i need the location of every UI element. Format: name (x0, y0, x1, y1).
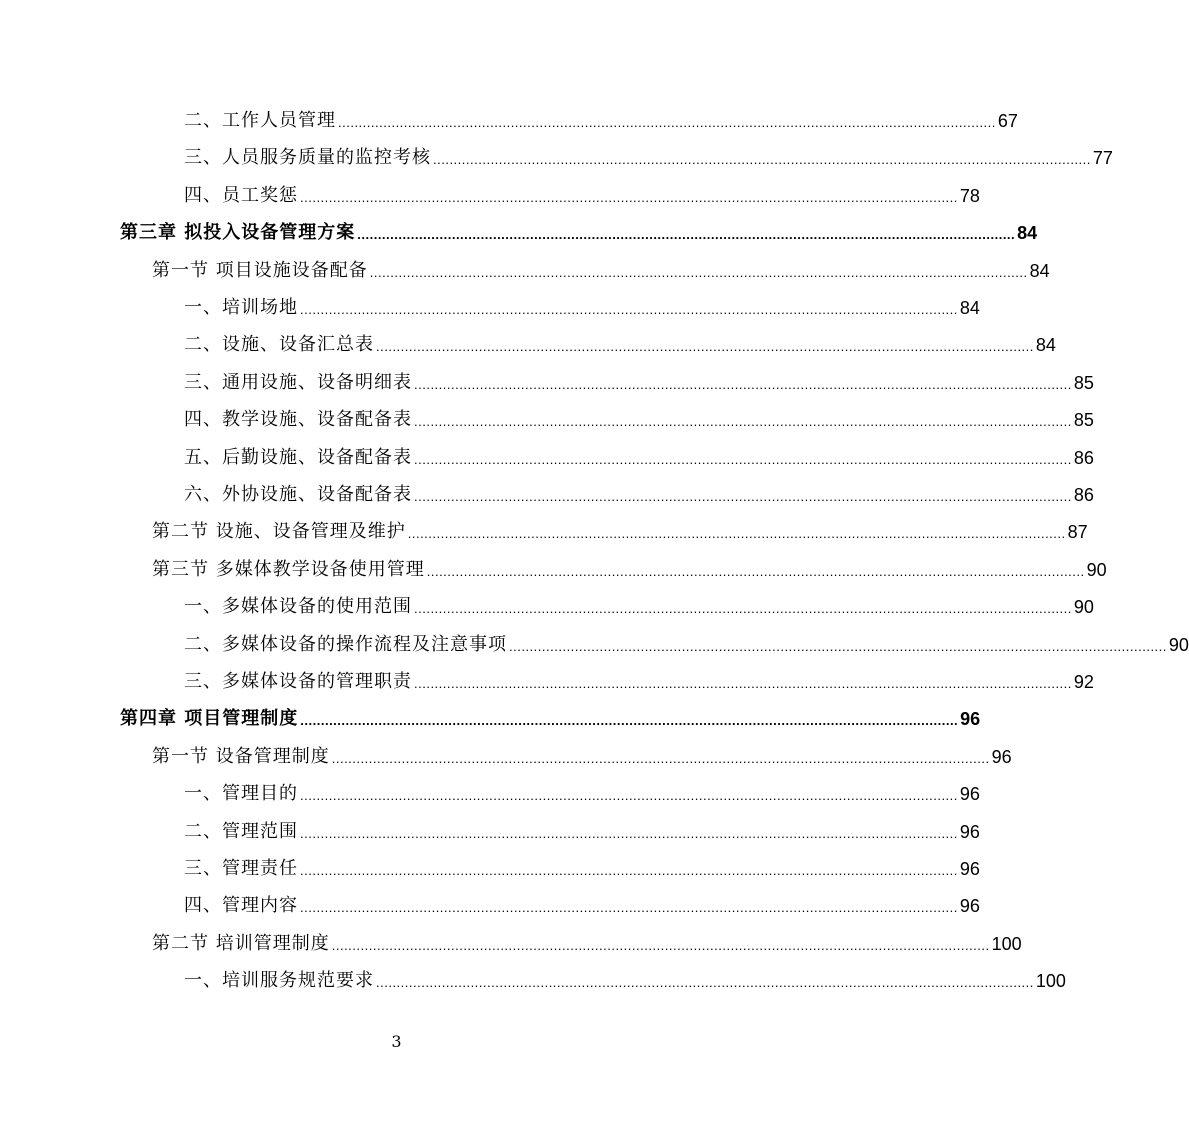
toc-entry-title: 第一节 设备管理制度 (152, 745, 330, 767)
toc-entry-title: 二、工作人员管理 (184, 110, 336, 131)
toc-entry-page-number: 100 (991, 933, 1022, 954)
toc-entry-title: 四、员工奖惩 (184, 184, 298, 206)
toc-entry-item[interactable] (184, 439, 1094, 469)
toc-entry-title: 一、多媒体设备的使用范围 (184, 596, 412, 618)
toc-entry-title: 六、外协设施、设备配备表 (184, 484, 412, 505)
toc-entry-section[interactable] (152, 252, 1050, 282)
toc-entry-page-number: 96 (959, 784, 980, 805)
toc-leader-dots: ................................................................................................................................................................ (414, 451, 1072, 467)
toc-entry-title: 五、后勤设施、设备配备表 (184, 446, 412, 468)
toc-entry-page-number: 90 (1073, 597, 1094, 618)
toc-leader-dots: ................................................................................................................................................................ (338, 115, 996, 130)
toc-entry-page-number: 90 (1086, 559, 1107, 580)
toc-entry-section[interactable] (152, 513, 1088, 543)
toc-entry-item[interactable] (184, 326, 1056, 356)
toc-entry-item[interactable] (184, 102, 1018, 132)
toc-entry-title: 二、管理范围 (184, 820, 298, 842)
toc-entry-page-number: 86 (1073, 447, 1094, 468)
toc-entry-page-number: 84 (959, 298, 980, 318)
toc-entry-item[interactable] (184, 887, 980, 917)
toc-leader-dots: ................................................................................................................................................................ (407, 526, 1066, 542)
toc-entry-item[interactable] (184, 476, 1094, 506)
toc-entry-item[interactable] (184, 626, 1189, 656)
toc-entry-page-number: 87 (1067, 522, 1088, 543)
toc-entry-page-number: 86 (1073, 485, 1094, 505)
toc-leader-dots: ................................................................................................................................................................ (376, 975, 1034, 991)
toc-entry-item[interactable] (184, 813, 980, 843)
page-number: 3 (391, 1032, 402, 1051)
toc-entry-title: 第三节 多媒体教学设备使用管理 (152, 558, 425, 580)
toc-leader-dots: ................................................................................................................................................................ (426, 563, 1085, 579)
toc-entry-item[interactable] (184, 401, 1094, 431)
toc-leader-dots: ................................................................................................................................................................ (509, 638, 1167, 654)
toc-entry-page-number: 96 (959, 859, 980, 879)
toc-leader-dots: ................................................................................................................................................................ (331, 937, 990, 953)
toc-entry-item[interactable] (184, 139, 1113, 169)
toc-leader-dots: ................................................................................................................................................................ (414, 676, 1072, 691)
toc-entry-item[interactable] (184, 850, 980, 880)
toc-entry-title: 三、多媒体设备的管理职责 (184, 671, 412, 692)
toc-entry-title: 四、管理内容 (184, 895, 298, 917)
toc-entry-item[interactable] (184, 663, 1094, 693)
toc-entry-page-number: 96 (960, 709, 981, 730)
toc-entry-item[interactable] (184, 962, 1066, 992)
toc-leader-dots: ................................................................................................................................................................ (300, 302, 958, 317)
toc-leader-dots: ................................................................................................................................................................ (376, 339, 1034, 355)
toc-entry-page-number: 84 (1035, 335, 1056, 356)
toc-entry-title: 一、管理目的 (184, 783, 298, 805)
toc-entry-chapter[interactable] (120, 700, 981, 730)
toc-entry-title: 二、多媒体设备的操作流程及注意事项 (184, 633, 507, 655)
toc-leader-dots: ................................................................................................................................................................ (300, 825, 958, 841)
toc-entry-page-number: 84 (1017, 223, 1038, 244)
toc-entry-title: 一、培训场地 (184, 297, 298, 318)
toc-entry-item[interactable] (184, 289, 980, 319)
toc-entry-item[interactable] (184, 775, 980, 805)
toc-entry-title: 第三章 拟投入设备管理方案 (120, 222, 356, 244)
toc-entry-item[interactable] (184, 364, 1094, 394)
toc-entry-section[interactable] (152, 925, 1022, 955)
toc-leader-dots: ................................................................................................................................................................ (433, 152, 1091, 168)
toc-leader-dots: ................................................................................................................................................................ (414, 376, 1072, 392)
toc-entry-title: 三、人员服务质量的监控考核 (184, 147, 431, 169)
toc-entry-item[interactable] (184, 588, 1094, 618)
toc-entry-page-number: 67 (997, 111, 1018, 131)
toc-entry-title: 第一节 项目设施设备配备 (152, 259, 368, 281)
toc-entry-page-number: 96 (959, 821, 980, 842)
toc-entry-item[interactable] (184, 177, 980, 207)
toc-leader-dots: ................................................................................................................................................................ (357, 227, 1016, 243)
toc-entry-chapter[interactable] (120, 214, 1038, 244)
toc-entry-page-number: 92 (1073, 672, 1094, 692)
toc-entry-section[interactable] (152, 551, 1107, 581)
toc-leader-dots: ................................................................................................................................................................ (300, 900, 958, 916)
toc-entry-page-number: 78 (959, 185, 980, 206)
toc-entry-page-number: 96 (991, 746, 1012, 767)
toc-entry-title: 三、管理责任 (184, 858, 298, 879)
toc-leader-dots: ................................................................................................................................................................ (300, 713, 959, 729)
toc-entry-page-number: 84 (1029, 260, 1050, 281)
toc-entry-title: 四、教学设施、设备配备表 (184, 409, 412, 431)
toc-entry-title: 一、培训服务规范要求 (184, 970, 374, 992)
toc-entry-page-number: 85 (1073, 410, 1094, 431)
toc-entry-page-number: 96 (959, 896, 980, 917)
toc-entry-section[interactable] (152, 738, 1012, 768)
toc-entry-page-number: 85 (1073, 372, 1094, 393)
toc-leader-dots: ................................................................................................................................................................ (300, 788, 958, 804)
toc-leader-dots: ................................................................................................................................................................ (414, 414, 1072, 430)
toc-leader-dots: ................................................................................................................................................................ (300, 863, 958, 878)
toc-entry-title: 三、通用设施、设备明细表 (184, 371, 412, 393)
toc-leader-dots: ................................................................................................................................................................ (331, 750, 990, 766)
toc-leader-dots: ................................................................................................................................................................ (414, 601, 1072, 617)
toc-entry-page-number: 100 (1035, 971, 1066, 992)
toc-leader-dots: ................................................................................................................................................................ (369, 264, 1028, 280)
toc-entry-page-number: 90 (1168, 634, 1189, 655)
toc-entry-title: 二、设施、设备汇总表 (184, 334, 374, 356)
toc-leader-dots: ................................................................................................................................................................ (300, 189, 958, 205)
toc-leader-dots: ................................................................................................................................................................ (414, 489, 1072, 504)
toc-entry-title: 第二节 培训管理制度 (152, 932, 330, 954)
toc-entry-page-number: 77 (1092, 148, 1113, 169)
toc-entry-title: 第二节 设施、设备管理及维护 (152, 521, 406, 543)
toc-entry-title: 第四章 项目管理制度 (120, 708, 299, 730)
